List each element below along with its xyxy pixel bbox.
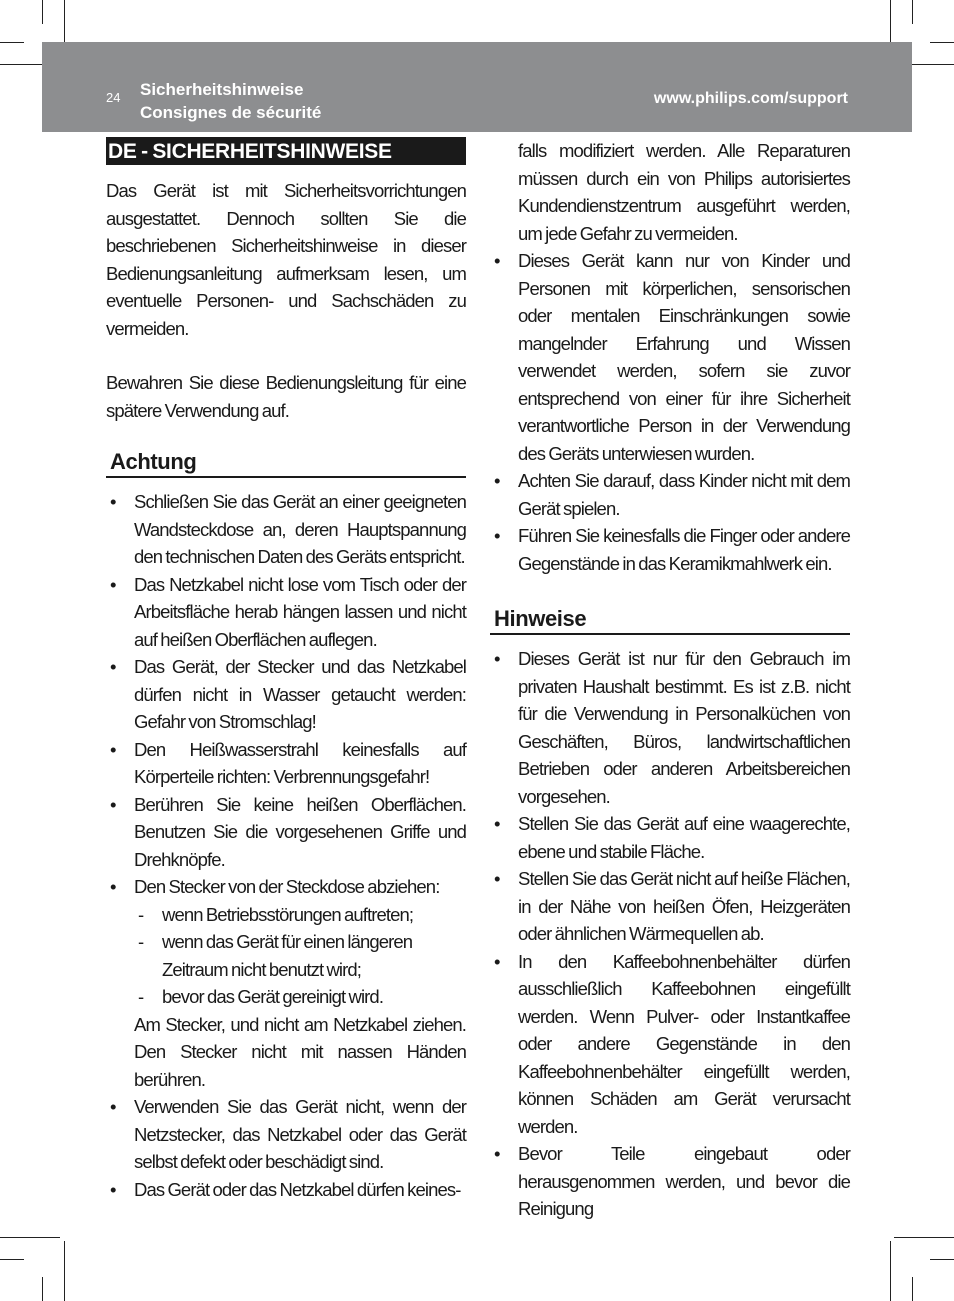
list-item	[106, 873, 466, 1093]
header-title-de: Sicherheitshinweise	[140, 80, 304, 99]
sub-list-item: - wenn das Gerät für einen längeren Zeitraum nicht benutzt wird;	[134, 928, 466, 983]
intro-paragraph: Bewahren Sie diese Bedienungsleitung für eine spätere Verwendung auf.	[106, 372, 466, 421]
achtung-list	[106, 488, 466, 1203]
intro-paragraph: Das Gerät ist mit Sicherheitsvorrichtungen ausgestattet. Dennoch sollten Sie die beschriebenen Sicherheitshinweise in dieser Bedienungsanleitung aufmerksam lesen, um eventuelle Personen- und Sachschäden zu vermeiden.	[106, 180, 466, 339]
header-title	[140, 78, 321, 124]
crop-mark	[42, 0, 43, 24]
crop-mark	[0, 1237, 60, 1238]
list-item: • Stellen Sie das Gerät auf eine waagerechte, ebene und stabile Fläche.	[490, 810, 850, 865]
crop-mark	[912, 1277, 913, 1301]
sub-list-item: - wenn Betriebsstörungen auftreten;	[134, 901, 466, 929]
header-title-fr: Consignes de sécurité	[140, 103, 322, 122]
list-item: • Das Gerät, der Stecker und das Netzkabel dürfen nicht in Wasser getaucht werden: Gefahr von Stromschlag!	[106, 653, 466, 736]
list-item: • Dieses Gerät ist nur für den Gebrauch im privaten Haushalt bestimmt. Es ist z.B. nicht für die Verwendung in Personalküchen von Geschäften, Büros, landwirtschaftlichen Betrieben oder anderen Arbeitsbereichen vorgesehen.	[490, 645, 850, 810]
list-item: • Führen Sie keinesfalls die Finger oder andere Gegenstände in das Keramikmahlwerk ein.	[490, 522, 850, 577]
list-item-continuation: falls modifiziert werden. Alle Reparaturen müssen durch ein von Philips autorisiertes Kundendienstzentrum ausgeführt werden, um jede Gefahr zu vermeiden.	[518, 140, 850, 244]
crop-mark	[0, 1259, 24, 1260]
crop-mark	[0, 42, 24, 43]
support-url[interactable]: www.philips.com/support	[653, 90, 848, 107]
unplug-continuation: Am Stecker, und nicht am Netzkabel ziehen. Den Stecker nicht mit nassen Händen berühren.	[134, 1013, 466, 1090]
list-item: • Berühren Sie keine heißen Oberflächen. Benutzen Sie die vorgesehenen Griffe und Drehknöpfe.	[106, 791, 466, 874]
right-column	[490, 137, 850, 1223]
list-item: • Dieses Gerät kann nur von Kinder und Personen mit körperlichen, sensorischen oder mentalen Einschränkungen sowie mangelnder Erfahrung und Wissen verwendet werden, sofern sie zuvor entsprechend von einer für ihre Sicherheit verantwortliche Person in der Verwendung des Geräts unterwiesen wurden.	[490, 247, 850, 467]
crop-mark	[930, 42, 954, 43]
section-heading: DE - SICHERHEITSHINWEISE	[106, 137, 466, 165]
page-header	[42, 42, 912, 132]
unplug-sublist	[134, 901, 466, 1011]
crop-mark	[894, 1237, 954, 1238]
hinweise-heading: Hinweise	[490, 605, 850, 635]
crop-mark	[912, 0, 913, 24]
crop-mark	[930, 1259, 954, 1260]
list-item: • Verwenden Sie das Gerät nicht, wenn der Netzstecker, das Netzkabel oder das Gerät selbst defekt oder beschädigt sind.	[106, 1093, 466, 1176]
list-item: • Schließen Sie das Gerät an einer geeigneten Wandsteckdose an, deren Hauptspannung den technischen Daten des Geräts entspricht.	[106, 488, 466, 571]
list-item: • Den Heißwasserstrahl keinesfalls auf Körperteile richten: Verbrennungsgefahr!	[106, 736, 466, 791]
left-column	[106, 137, 466, 1203]
crop-mark	[890, 1241, 891, 1301]
list-item: • In den Kaffeebohnenbehälter dürfen ausschließlich Kaffeebohnen eingefüllt werden. Wenn Pulver- oder Instantkaffee oder andere Gegenstände in den Kaffeebohnenbehälter eingefüllt werden, können Schäden am Gerät verursacht werden.	[490, 948, 850, 1141]
achtung-list-continued	[490, 247, 850, 577]
page-number: 24	[106, 90, 121, 105]
list-item: • Das Gerät oder das Netzkabel dürfen keines-	[106, 1176, 466, 1204]
unplug-text: • Den Stecker von der Steckdose abziehen:	[134, 876, 440, 897]
list-item: • Achten Sie darauf, dass Kinder nicht mit dem Gerät spielen.	[490, 467, 850, 522]
list-item: • Stellen Sie das Gerät nicht auf heiße Flächen, in der Nähe von heißen Öfen, Heizgeräten oder ähnlichen Wärmequellen ab.	[490, 865, 850, 948]
crop-mark	[64, 1241, 65, 1301]
sub-list-item: - bevor das Gerät gereinigt wird.	[134, 983, 466, 1011]
list-item: • Bevor Teile eingebaut oder herausgenommen werden, und bevor die Reinigung	[490, 1140, 850, 1223]
achtung-heading: Achtung	[106, 448, 466, 478]
hinweise-list	[490, 645, 850, 1223]
crop-mark	[42, 1277, 43, 1301]
list-item: • Das Netzkabel nicht lose vom Tisch oder der Arbeitsfläche herab hängen lassen und nicht auf heißen Oberflächen auflegen.	[106, 571, 466, 654]
